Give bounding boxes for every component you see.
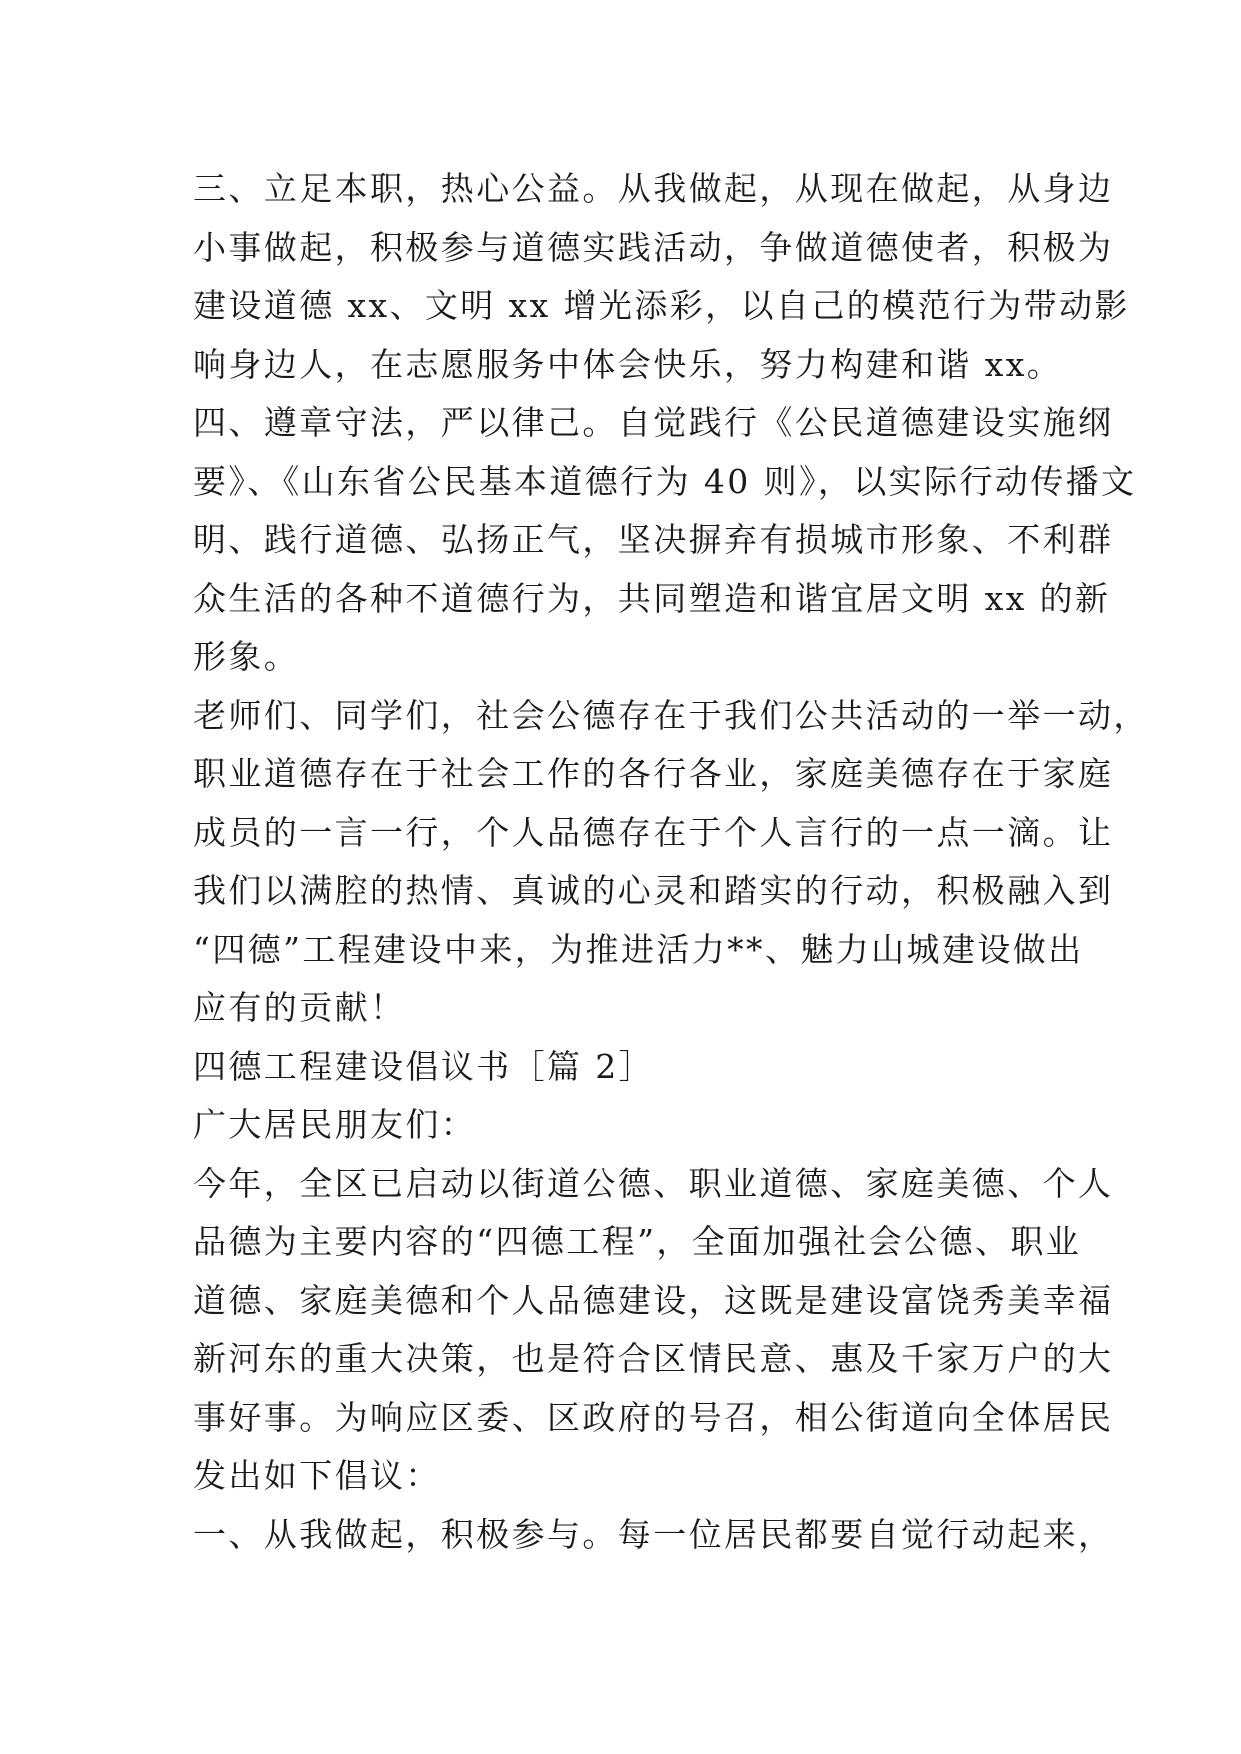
text-line: 我们以满腔的热情、真诚的心灵和踏实的行动，积极融入到 — [193, 871, 1114, 910]
text-line: 众生活的各种不道德行为，共同塑造和谐宜居文明 xx 的新 — [193, 578, 1111, 618]
text-line: 三、立足本职，热心公益。从我做起，从现在做起，从身边 — [193, 169, 1114, 208]
section-heading: 四德工程建设倡议书［篇 2］ — [193, 1046, 655, 1086]
text-line: 发出如下倡议： — [193, 1456, 441, 1495]
text-line: 建设道德 xx、文明 xx 增光添彩，以自己的模范行为带动影 — [193, 286, 1130, 325]
text-line: 事好事。为响应区委、区政府的号召，相公街道向全体居民 — [193, 1397, 1114, 1437]
text-line: 品德为主要内容的“四德工程”，全面加强社会公德、职业 — [193, 1222, 1082, 1261]
document-body — [193, 160, 1149, 1564]
text-line: 小事做起，积极参与道德实践活动，争做道德使者，积极为 — [193, 227, 1114, 267]
salutation: 广大居民朋友们： — [193, 1105, 477, 1144]
text-line: 一、从我做起，积极参与。每一位居民都要自觉行动起来， — [193, 1514, 1114, 1554]
text-line: 要》、《山东省公民基本道德行为 40 则》，以实际行动传播文 — [193, 461, 1137, 501]
text-line: 新河东的重大决策，也是符合区情民意、惠及千家万户的大 — [193, 1339, 1114, 1378]
text-line: 今年，全区已启动以街道公德、职业道德、家庭美德、个人 — [193, 1163, 1114, 1203]
text-line: 四、遵章守法，严以律己。自觉践行《公民道德建设实施纲 — [193, 403, 1114, 442]
text-line: 明、践行道德、弘扬正气，坚决摒弃有损城市形象、不利群 — [193, 520, 1114, 559]
text-line: 道德、家庭美德和个人品德建设，这既是建设富饶秀美幸福 — [193, 1280, 1114, 1320]
text-line: “四德”工程建设中来，为推进活力**、魅力山城建设做出 — [193, 929, 1084, 969]
text-line: 形象。 — [193, 637, 300, 676]
text-line: 应有的贡献！ — [193, 988, 406, 1027]
text-line: 老师们、同学们，社会公德存在于我们公共活动的一举一动， — [193, 695, 1149, 735]
text-line: 响身边人，在志愿服务中体会快乐，努力构建和谐 xx。 — [193, 344, 1063, 384]
text-line: 成员的一言一行，个人品德存在于个人言行的一点一滴。让 — [193, 812, 1114, 852]
text-line: 职业道德存在于社会工作的各行各业，家庭美德存在于家庭 — [193, 754, 1114, 793]
